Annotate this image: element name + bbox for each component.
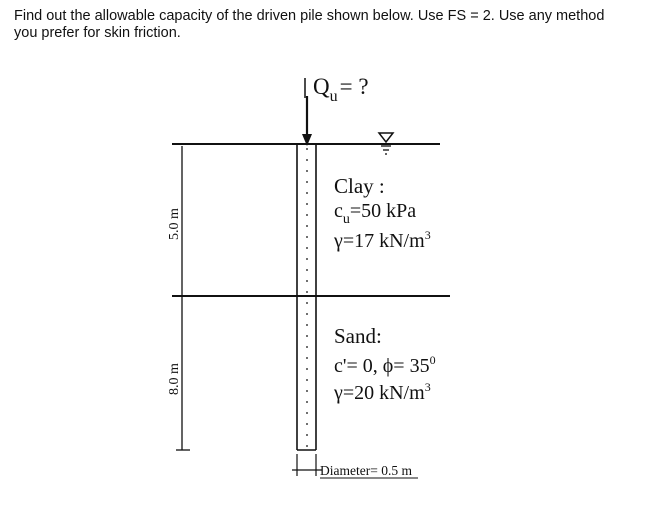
pile-diameter-label: Diameter= 0.5 m xyxy=(320,463,412,478)
sand-layer-name: Sand: xyxy=(334,324,382,348)
clay-cu-value: $c_u=50$ kPa xyxy=(334,200,417,227)
clay-unit-weight: γ=17 $kN/m^3$ xyxy=(334,228,431,252)
sand-unit-weight: γ=20 $kN/m^3$ xyxy=(334,380,431,404)
load-label: $Q_u=$ ? xyxy=(313,74,369,105)
problem-line-2: you prefer for skin friction. xyxy=(14,25,181,41)
clay-thickness-label: 5.0 m xyxy=(167,208,182,240)
sand-strength-params: c'= 0, $\phi= 35^0$ xyxy=(334,353,436,377)
diameter-dimension xyxy=(292,454,322,476)
dimension-lines xyxy=(176,146,190,450)
clay-layer-name: Clay : xyxy=(334,174,385,198)
problem-line-1: Find out the allowable capacity of the driven pile shown below. Use FS = 2. Use any method xyxy=(14,8,605,24)
sand-thickness-label: 8.0 m xyxy=(167,363,182,395)
